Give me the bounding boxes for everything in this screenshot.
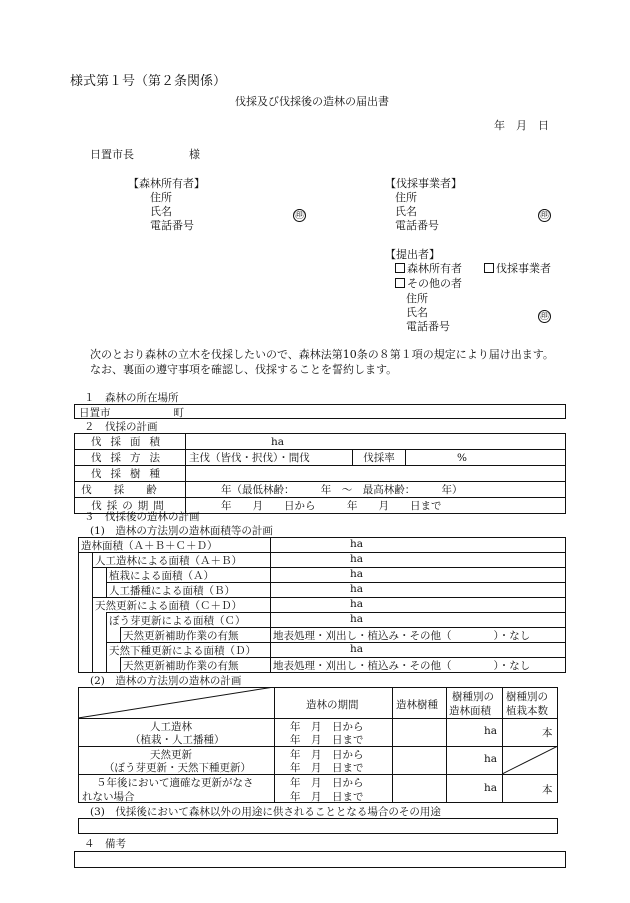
logging-age-field[interactable] <box>186 482 566 498</box>
logging-age-value: 年（最低林齢： 年 ～ 最高林齢： 年） <box>221 484 463 496</box>
plan-row-fallback-to[interactable]: 年 月 日まで <box>290 791 364 803</box>
logging-method-options: 主伐（皆伐・択伐）・間伐 <box>189 452 310 464</box>
coppice-aux-work-label: 天然更新補助作業の有無 <box>123 630 239 642</box>
unit-percent: % <box>457 451 467 464</box>
seeding-area-value[interactable]: ha <box>350 643 364 655</box>
checkbox-icon[interactable] <box>395 278 405 288</box>
intro-line-1: 次のとおり森林の立木を伐採したいので、森林法第10条の８第１項の規定により届け出ます。 <box>90 348 554 361</box>
logging-period-value: 年 月 日から 年 月 日まで <box>221 500 442 512</box>
plan-row-natural-area[interactable]: ha <box>484 753 498 765</box>
plan-row-fallback-area[interactable]: ha <box>484 782 498 794</box>
owner-seal <box>293 203 306 222</box>
artificial-area-value[interactable]: ha <box>350 553 364 565</box>
natural-area-label: 天然更新による面積（Ｃ＋Ｄ） <box>95 600 242 612</box>
col-count-header-1: 樹種別の <box>506 691 548 703</box>
checkbox-icon[interactable] <box>395 263 405 273</box>
coppice-area-label: ぼう芽更新による面積（Ｃ） <box>109 615 246 627</box>
plan-row-artificial-label-2: （植栽・人工播種） <box>130 734 225 746</box>
logger-heading: 【伐採事業者】 <box>385 177 462 190</box>
option-label: 森林所有者 <box>407 262 462 275</box>
intro-line-2: なお、裏面の遵守事項を確認し、伐採することを誓約します。 <box>90 363 398 376</box>
submitter-option-logger[interactable] <box>484 260 551 276</box>
section-1-heading: １ 森林の所在場所 <box>84 392 179 404</box>
logging-rate-label: 伐採率 <box>353 450 406 466</box>
logging-rate-field[interactable] <box>406 450 566 466</box>
logging-method-field[interactable] <box>186 450 353 466</box>
logger-name-label: 氏名 <box>395 205 417 218</box>
owner-name-label: 氏名 <box>150 205 172 218</box>
logging-species-field[interactable] <box>186 466 566 482</box>
plan-row-natural-label-1: 天然更新 <box>150 749 192 761</box>
logging-plan-table <box>74 433 566 514</box>
owner-phone-label: 電話番号 <box>150 219 194 232</box>
section-2-heading: ２ 伐採の計画 <box>84 421 158 433</box>
natural-area-value[interactable]: ha <box>350 598 364 610</box>
logging-area-field[interactable] <box>186 434 566 450</box>
checkbox-icon[interactable] <box>484 263 494 273</box>
col-area-header-1: 樹種別の <box>452 691 494 703</box>
plan-row-natural-label-2: （ぼう芽更新・天然下種更新） <box>104 762 251 774</box>
logging-age-label: 伐採齢 <box>81 484 179 496</box>
header-diagonal <box>78 687 275 719</box>
total-reforestation-area-value[interactable]: ha <box>350 538 364 550</box>
logger-seal <box>538 203 551 222</box>
form-number: 様式第１号（第２条関係） <box>70 74 227 89</box>
seeding-aux-work-value[interactable]: 地表処理・刈出し・植込み・その他（ ）・なし <box>273 660 531 672</box>
option-label: 伐採事業者 <box>496 262 551 275</box>
plan-row-fallback-count[interactable]: 本 <box>542 784 553 796</box>
total-reforestation-area-label: 造林面積（Ａ＋Ｂ＋Ｃ＋Ｄ） <box>81 540 218 552</box>
owner-heading: 【森林所有者】 <box>128 177 205 190</box>
addressee: 日置市長 様 <box>90 148 200 161</box>
section-3-3-heading: (3) 伐採後において森林以外の用途に供されることとなる場合のその用途 <box>90 806 441 818</box>
coppice-aux-work-value[interactable]: 地表処理・刈出し・植込み・その他（ ）・なし <box>273 630 531 642</box>
logger-address-label: 住所 <box>395 191 417 204</box>
logging-area-label: 伐採面積 <box>91 436 169 448</box>
section-3-heading: ３ 伐採後の造林の計画 <box>84 511 200 523</box>
location-field[interactable] <box>74 404 566 419</box>
logging-method-label: 伐採方法 <box>91 452 169 464</box>
sowing-area-label: 人工播種による面積（Ｂ） <box>109 585 235 597</box>
col-period-header: 造林の期間 <box>306 699 359 711</box>
logging-period-field[interactable] <box>186 498 566 514</box>
submitter-phone-label: 電話番号 <box>406 320 450 333</box>
logging-period-label: 伐採の期間 <box>91 500 169 512</box>
planting-area-label: 植栽による面積（Ａ） <box>109 570 214 582</box>
col-area-header-2: 造林面積 <box>449 705 491 717</box>
non-forest-use-field[interactable] <box>78 818 558 834</box>
col-species-header: 造林樹種 <box>396 699 438 711</box>
seeding-area-label: 天然下種更新による面積（Ｄ） <box>109 645 256 657</box>
form-title: 伐採及び伐採後の造林の届出書 <box>235 95 389 108</box>
count-diagonal <box>502 746 558 775</box>
seal-icon: ㊞ <box>294 210 305 221</box>
plan-row-natural-from[interactable]: 年 月 日から <box>290 749 364 761</box>
owner-address-label: 住所 <box>150 191 172 204</box>
logging-species-label: 伐採樹種 <box>91 468 169 480</box>
submitter-seal <box>538 304 551 323</box>
submitter-heading: 【提出者】 <box>385 248 440 261</box>
artificial-area-label: 人工造林による面積（Ａ＋Ｂ） <box>95 555 242 567</box>
seal-icon: ㊞ <box>539 311 550 322</box>
submitter-option-other[interactable] <box>395 275 462 291</box>
plan-row-fallback-label-1: ５年後において適確な更新がなさ <box>96 777 254 789</box>
section-3-1-heading: (1) 造林の方法別の造林面積等の計画 <box>90 525 273 537</box>
plan-row-artificial-label-1: 人工造林 <box>150 721 192 733</box>
plan-row-artificial-count[interactable]: 本 <box>542 727 553 739</box>
section-3-2-heading: (2) 造林の方法別の造林の計画 <box>90 675 242 687</box>
coppice-area-value[interactable]: ha <box>350 613 364 625</box>
sowing-area-value[interactable]: ha <box>350 583 364 595</box>
plan-row-artificial-area[interactable]: ha <box>484 725 498 737</box>
plan-row-artificial-to[interactable]: 年 月 日まで <box>290 734 364 746</box>
location-value: 日置市 町 <box>79 407 184 419</box>
plan-row-fallback-from[interactable]: 年 月 日から <box>290 777 364 789</box>
remarks-field[interactable] <box>74 851 566 868</box>
seal-icon: ㊞ <box>539 210 550 221</box>
seeding-aux-work-label: 天然更新補助作業の有無 <box>123 660 239 672</box>
planting-area-value[interactable]: ha <box>350 568 364 580</box>
submitter-address-label: 住所 <box>406 292 428 305</box>
submitter-name-label: 氏名 <box>406 306 428 319</box>
option-label: その他の者 <box>407 277 462 290</box>
logger-phone-label: 電話番号 <box>395 219 439 232</box>
col-count-header-2: 植栽本数 <box>506 705 548 717</box>
submitter-option-owner[interactable] <box>395 260 462 276</box>
unit-ha: ha <box>271 435 285 448</box>
plan-row-artificial-from[interactable]: 年 月 日から <box>290 721 364 733</box>
submission-date: 年 月 日 <box>494 119 549 132</box>
plan-row-fallback-label-2: れない場合 <box>82 791 135 803</box>
plan-row-natural-to[interactable]: 年 月 日まで <box>290 762 364 774</box>
section-4-heading: ４ 備考 <box>84 838 126 850</box>
